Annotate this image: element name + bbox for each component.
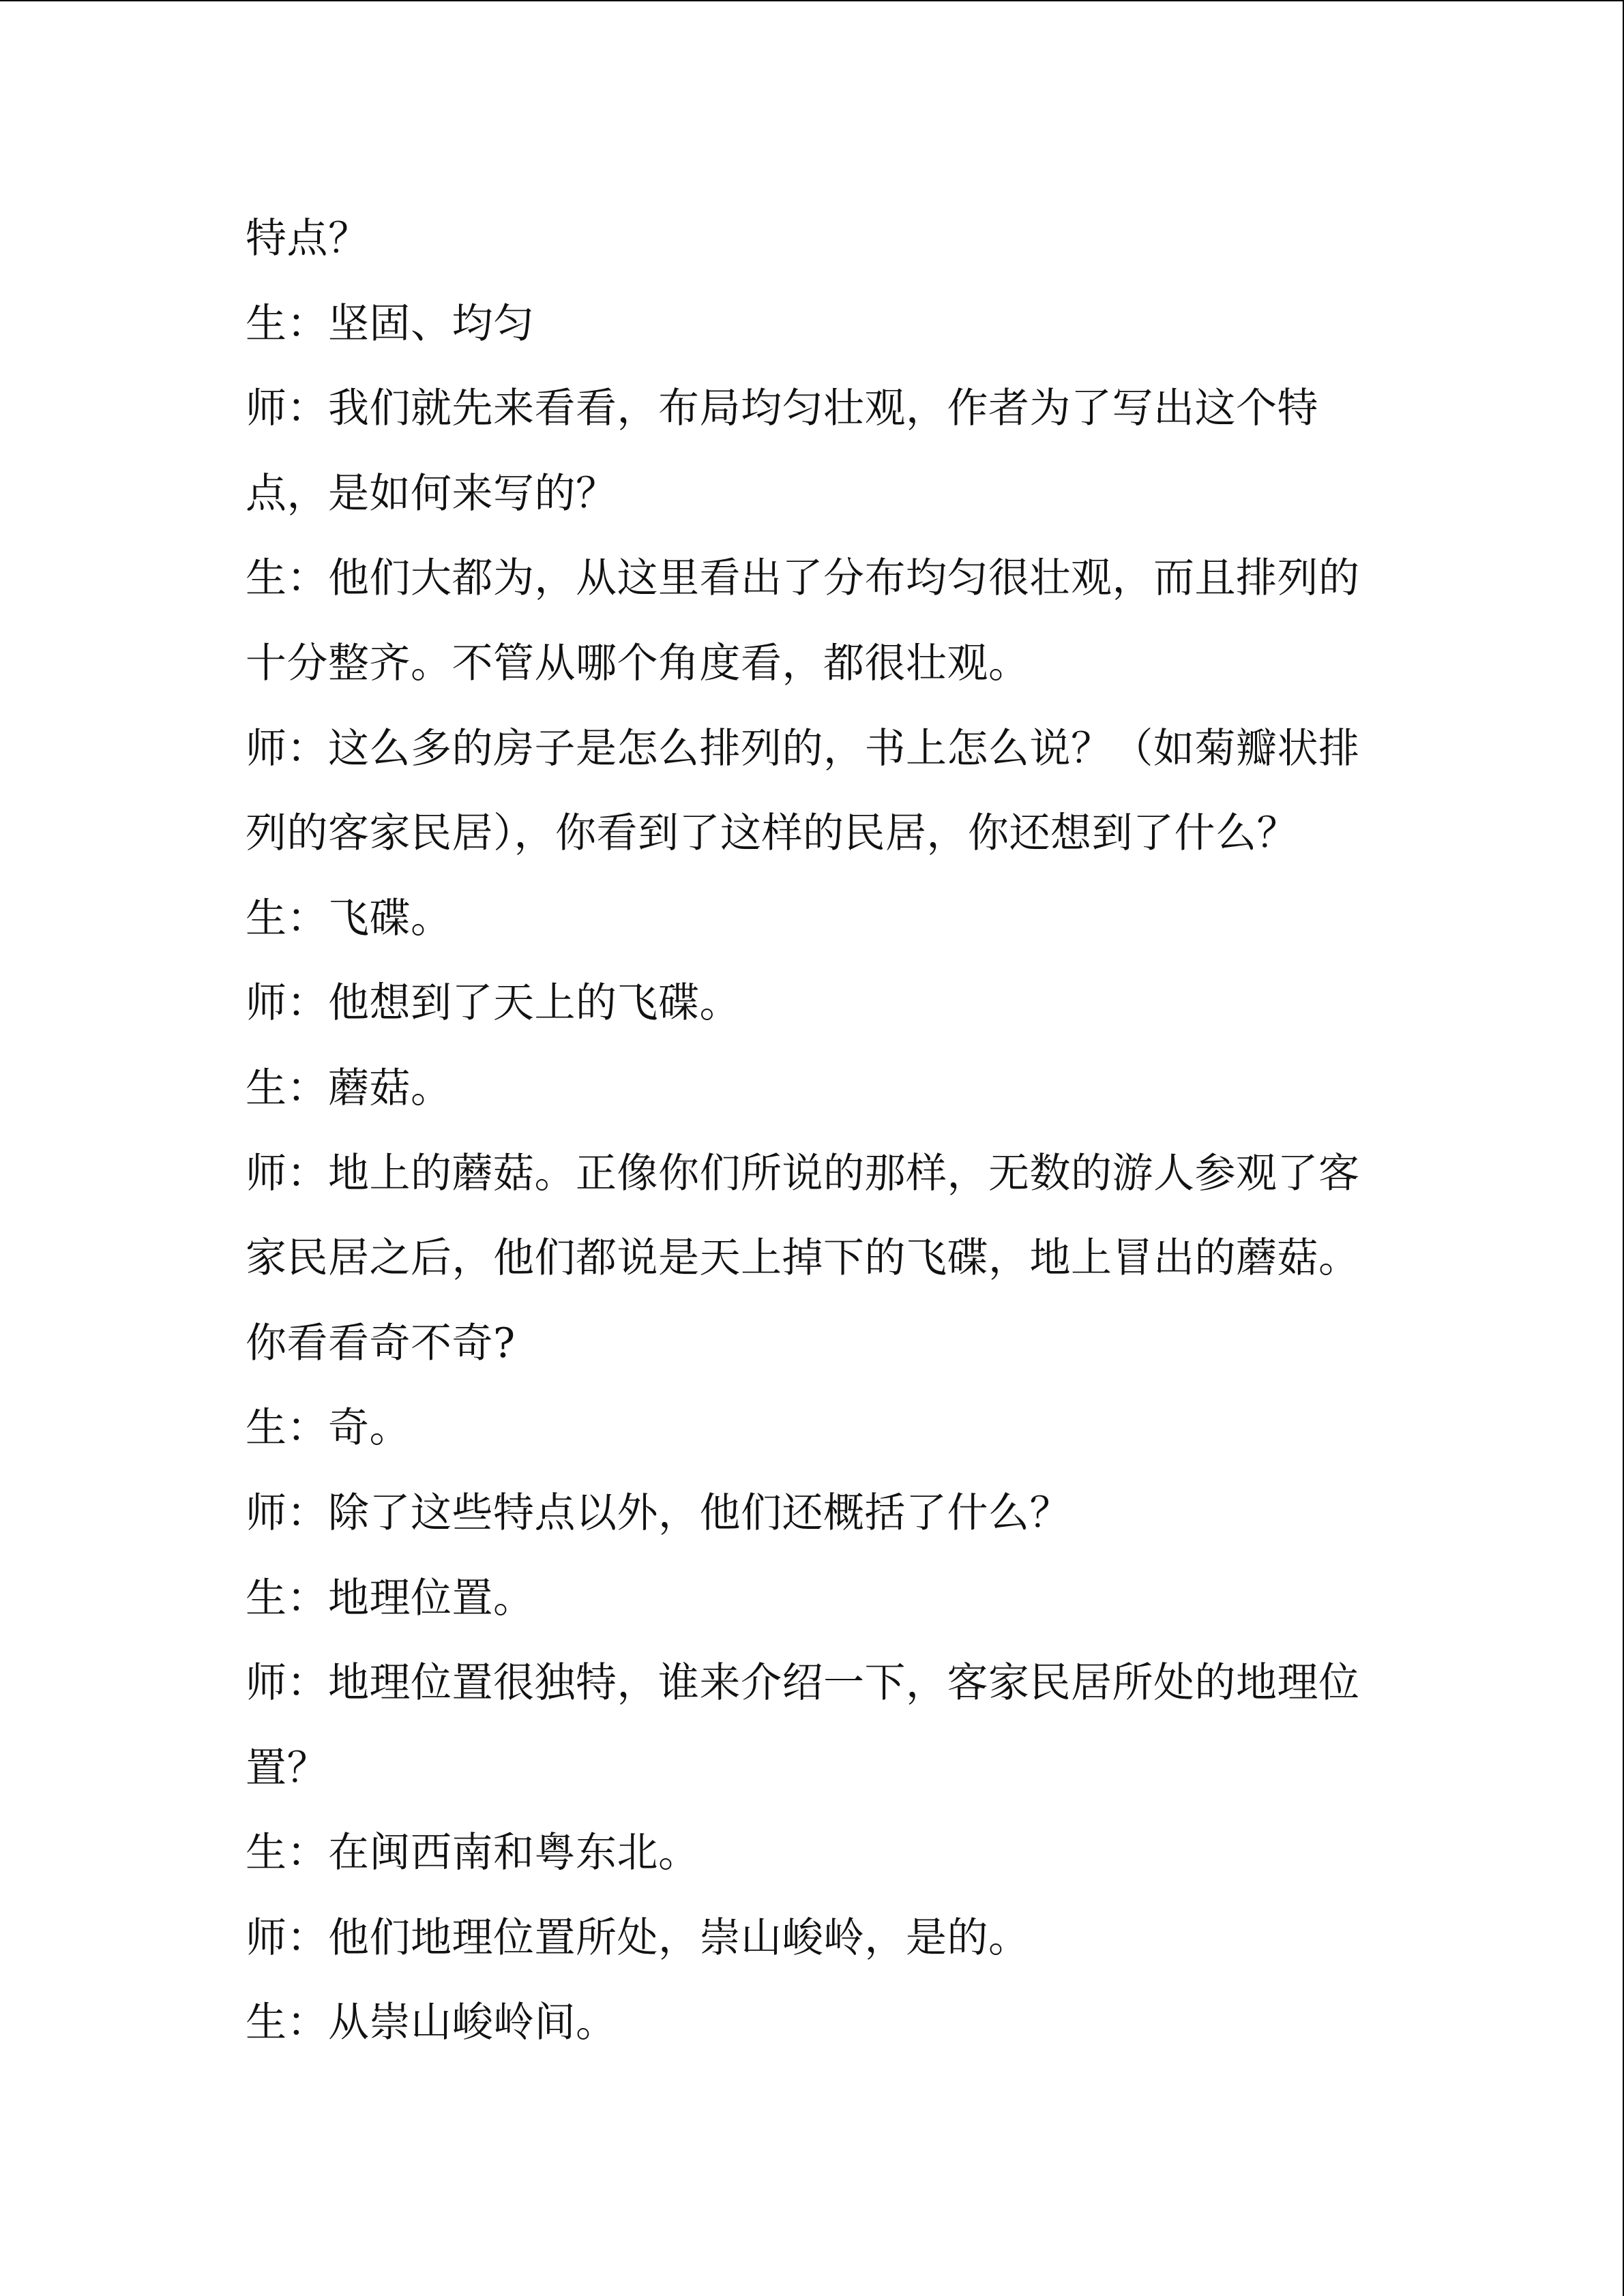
text-line: 师：地上的蘑菇。正像你们所说的那样，无数的游人参观了客 bbox=[246, 1149, 1360, 1197]
text-line: 十分整齐。不管从哪个角度看，都很壮观。 bbox=[246, 639, 1030, 687]
text-line: 列的客家民居），你看到了这样的民居，你还想到了什么？ bbox=[246, 809, 1298, 858]
text-line: 点，是如何来写的？ bbox=[246, 469, 617, 518]
text-line: 生：飞碟。 bbox=[246, 894, 452, 942]
text-line: 师：他想到了天上的飞碟。 bbox=[246, 979, 741, 1028]
text-line: 生：在闽西南和粤东北。 bbox=[246, 1829, 700, 1877]
document-body bbox=[246, 196, 1364, 2066]
text-line: 生：坚固、均匀 bbox=[246, 299, 535, 348]
text-line: 家民居之后，他们都说是天上掉下的飞碟，地上冒出的蘑菇。 bbox=[246, 1234, 1360, 1283]
text-line: 生：地理位置。 bbox=[246, 1574, 535, 1622]
text-line: 师：地理位置很独特，谁来介绍一下，客家民居所处的地理位 bbox=[246, 1659, 1360, 1708]
text-line: 生：从崇山峻岭间。 bbox=[246, 1999, 617, 2047]
text-line: 师：他们地理位置所处，崇山峻岭，是的。 bbox=[246, 1913, 1030, 1962]
text-line: 特点？ bbox=[246, 215, 370, 263]
text-line: 生：奇。 bbox=[246, 1404, 411, 1452]
text-line: 置？ bbox=[246, 1744, 328, 1792]
text-line: 你看看奇不奇? bbox=[246, 1319, 516, 1367]
text-line: 生：蘑菇。 bbox=[246, 1064, 452, 1112]
text-line: 师：除了这些特点以外，他们还概括了什么？ bbox=[246, 1489, 1071, 1537]
text-line: 师：这么多的房子是怎么排列的，书上怎么说？（如菊瓣状排 bbox=[246, 724, 1360, 773]
text-line: 师：我们就先来看看，布局均匀壮观，作者为了写出这个特 bbox=[246, 385, 1318, 433]
text-line: 生：他们大都为，从这里看出了分布均匀很壮观，而且排列的 bbox=[246, 554, 1360, 603]
